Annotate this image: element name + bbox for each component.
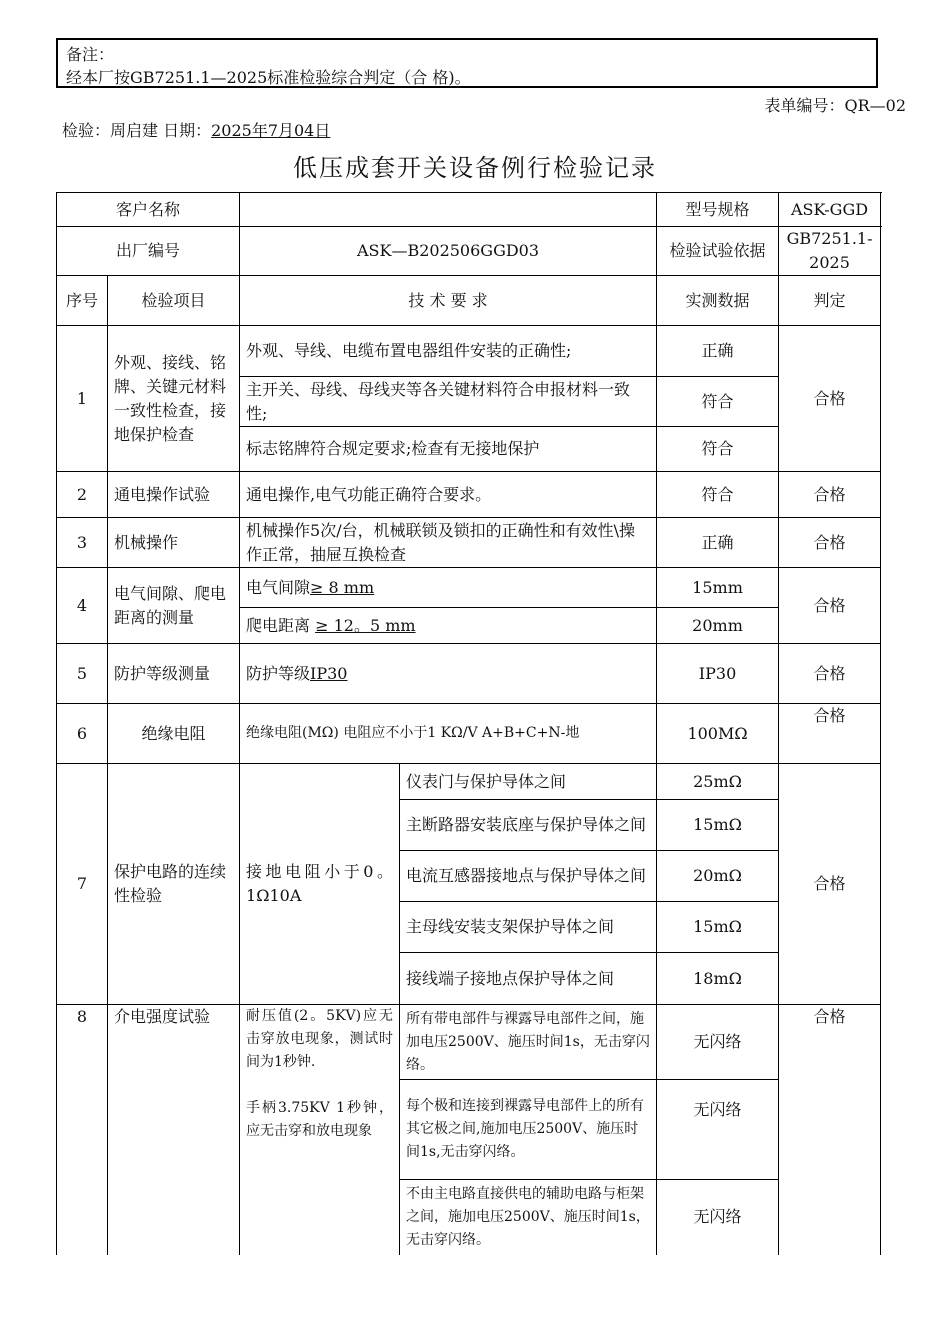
protection-value: IP30 (310, 663, 348, 683)
test-point-cell: 不由主电路直接供电的辅助电路与柜架之间，施加电压2500V、施压时间1s，无击穿闪络。 (400, 1180, 657, 1255)
customer-value (240, 193, 657, 227)
requirement-cell (240, 608, 657, 644)
col-measured: 实测数据 (657, 276, 779, 326)
seq-cell: 1 (57, 326, 108, 472)
remarks-box (56, 38, 878, 88)
measured-cell: 无闪络 (657, 1080, 779, 1180)
verdict-cell: 合格 (779, 1005, 881, 1255)
table-row (57, 472, 881, 518)
item-cell: 电气间隙、爬电距离的测量 (108, 568, 240, 644)
test-point-cell: 每个极和连接到裸露导电部件上的所有其它极之间,施加电压2500V、施压时间1s,无击穿闪络。 (400, 1080, 657, 1180)
verdict-cell: 合格 (779, 326, 881, 472)
table-row (57, 568, 881, 608)
inspector-prefix: 检验：周启建 日期： (62, 121, 212, 140)
seq-cell: 7 (57, 764, 108, 1005)
document-title: 低压成套开关设备例行检验记录 (293, 154, 657, 182)
measured-cell: 25mΩ (657, 764, 779, 800)
measured-cell: 100MΩ (657, 704, 779, 764)
seq-cell: 8 (57, 1005, 108, 1255)
verdict-cell: 合格 (779, 472, 881, 518)
test-point-cell: 仪表门与保护导体之间 (400, 764, 657, 800)
verdict-cell: 合格 (779, 764, 881, 1005)
col-requirement: 技 术 要 求 (240, 276, 657, 326)
verdict-cell: 合格 (779, 644, 881, 704)
clearance-label: 电气间隙 (246, 577, 311, 597)
inspection-table (56, 192, 881, 1255)
measured-cell: 正确 (657, 518, 779, 568)
column-header-row (57, 276, 881, 326)
seq-cell: 4 (57, 568, 108, 644)
measured-cell: 无闪络 (657, 1180, 779, 1255)
inspector-line (62, 118, 330, 141)
verdict-cell: 合格 (779, 518, 881, 568)
clearance-value: ≥ 8 mm (310, 577, 375, 597)
remarks-text: 经本厂按GB7251.1—2025标准检验综合判定（合 格)。 (66, 68, 471, 87)
measured-cell: 符合 (657, 377, 779, 427)
basis-value: GB7251.1-2025 (779, 227, 881, 276)
form-number: 表单编号：QR—02 (764, 96, 906, 115)
table-row (57, 1005, 881, 1080)
requirement-cell: 接地电阻小于0。1Ω10A (240, 764, 400, 1005)
seq-cell: 5 (57, 644, 108, 704)
table-row (57, 518, 881, 568)
seq-cell: 2 (57, 472, 108, 518)
test-point-cell: 主母线安装支架保护导体之间 (400, 902, 657, 953)
requirement-cell: 外观、导线、电缆布置电器组件安装的正确性; (240, 326, 657, 377)
requirement-cell: 绝缘电阻(MΩ) 电阻应不小于1 KΩ/V A+B+C+N-地 (240, 704, 657, 764)
measured-cell: 15mΩ (657, 800, 779, 851)
item-cell: 保护电路的连续性检验 (108, 764, 240, 1005)
requirement-cell: 主开关、母线、母线夹等各关键材料符合申报材料一致性; (240, 377, 657, 427)
requirement-cell (240, 1005, 400, 1255)
item-cell: 外观、接线、铭牌、关键元材料一致性检查，接地保护检查 (108, 326, 240, 472)
measured-cell: 18mΩ (657, 953, 779, 1005)
measured-cell: IP30 (657, 644, 779, 704)
item-cell: 通电操作试验 (108, 472, 240, 518)
requirement-cell: 机械操作5次/台，机械联锁及锁扣的正确性和有效性\操作正常，抽屉互换检查 (240, 518, 657, 568)
seq-cell: 3 (57, 518, 108, 568)
table-row (57, 704, 881, 764)
verdict-cell: 合格 (779, 704, 881, 764)
dielectric-requirement: 耐压值(2。5KV)应无击穿放电现象，测试时间为1秒钟. (246, 1008, 394, 1070)
serial-value: ASK—B202506GGD03 (240, 227, 657, 276)
measured-cell: 20mΩ (657, 851, 779, 902)
requirement-cell (240, 568, 657, 608)
protection-label: 防护等级 (246, 663, 311, 683)
serial-label: 出厂编号 (57, 227, 240, 276)
table-row (57, 644, 881, 704)
creepage-value: ≥ 12。5 mm (315, 615, 416, 635)
remarks-label: 备注： (66, 45, 115, 64)
header-row-serial (57, 227, 881, 276)
item-cell: 绝缘电阻 (108, 704, 240, 764)
requirement-cell: 通电操作,电气功能正确符合要求。 (240, 472, 657, 518)
requirement-cell (240, 644, 657, 704)
col-verdict: 判定 (779, 276, 881, 326)
basis-label: 检验试验依据 (657, 227, 779, 276)
col-seq: 序号 (57, 276, 108, 326)
verdict-cell: 合格 (779, 568, 881, 644)
requirement-cell: 标志铭牌符合规定要求;检查有无接地保护 (240, 427, 657, 472)
test-point-cell: 电流互感器接地点与保护导体之间 (400, 851, 657, 902)
header-row-customer (57, 193, 881, 227)
measured-cell: 无闪络 (657, 1005, 779, 1080)
table-row (57, 764, 881, 800)
model-value: ASK-GGD (779, 193, 881, 227)
item-cell: 机械操作 (108, 518, 240, 568)
measured-cell: 符合 (657, 472, 779, 518)
measured-cell: 20mm (657, 608, 779, 644)
customer-label: 客户名称 (57, 193, 240, 227)
table-row (57, 326, 881, 377)
measured-cell: 正确 (657, 326, 779, 377)
measured-cell: 符合 (657, 427, 779, 472)
inspection-date: 2025年7月04日 (211, 121, 331, 140)
item-cell: 防护等级测量 (108, 644, 240, 704)
item-cell: 介电强度试验 (108, 1005, 240, 1255)
col-item: 检验项目 (108, 276, 240, 326)
measured-cell: 15mΩ (657, 902, 779, 953)
model-label: 型号规格 (657, 193, 779, 227)
measured-cell: 15mm (657, 568, 779, 608)
test-point-cell: 接线端子接地点保护导体之间 (400, 953, 657, 1005)
test-point-cell: 主断路器安装底座与保护导体之间 (400, 800, 657, 851)
handle-requirement: 手柄3.75KV 1秒钟，应无击穿和放电现象 (246, 1100, 394, 1139)
creepage-label: 爬电距离 (246, 615, 316, 635)
test-point-cell: 所有带电部件与裸露导电部件之间，施加电压2500V、施压时间1s，无击穿闪络。 (400, 1005, 657, 1080)
seq-cell: 6 (57, 704, 108, 764)
